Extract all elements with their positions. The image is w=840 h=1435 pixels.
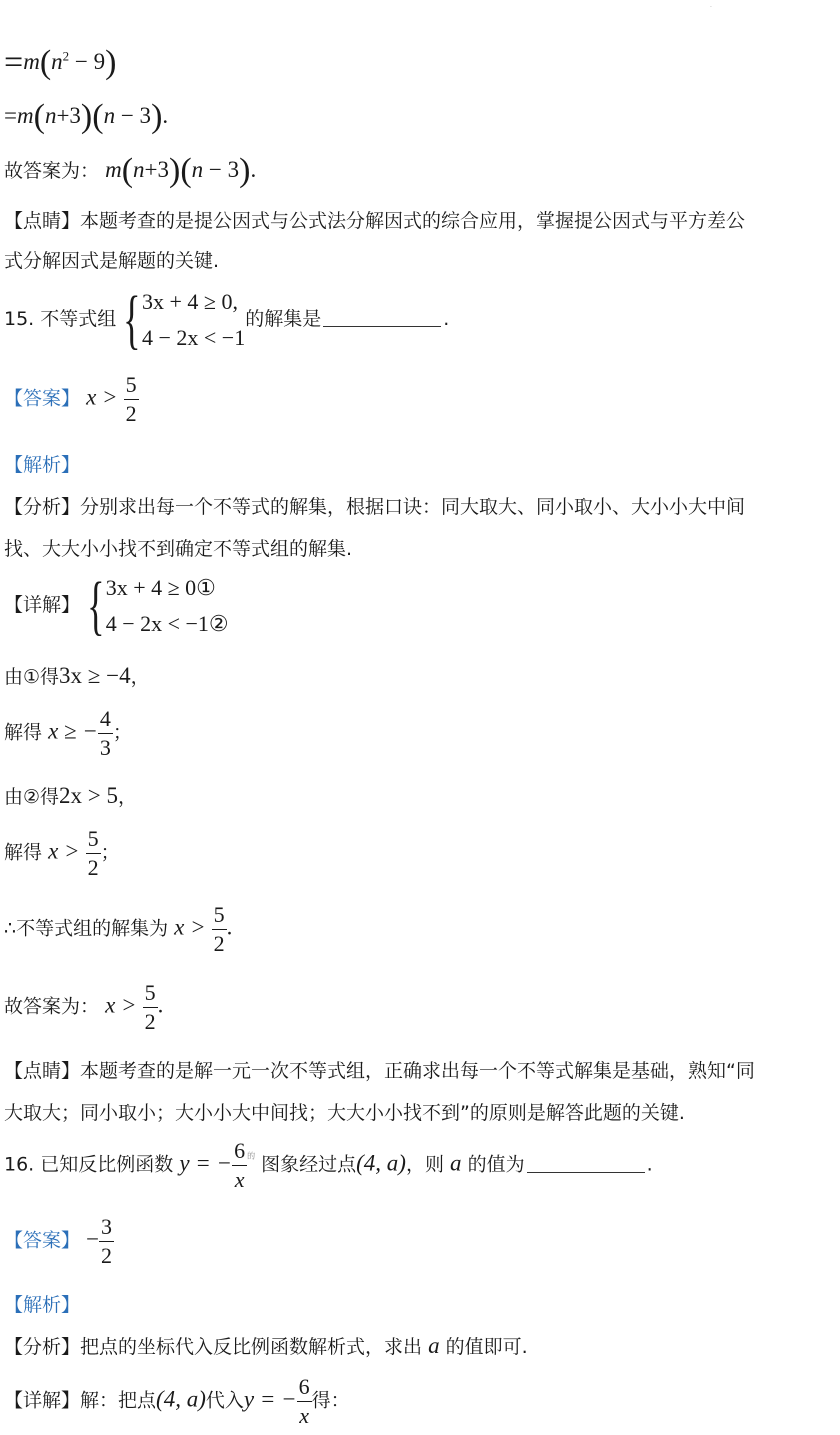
xiangjie-text: 解：把点 xyxy=(80,1389,157,1412)
inequality-1: 3x + 4 ≥ 0, xyxy=(141,289,238,314)
function-expr: y = − xyxy=(179,1150,233,1176)
dianjing-14-line1 xyxy=(4,206,745,233)
numerator: 5 xyxy=(144,980,156,1005)
answer-var: x > xyxy=(86,384,118,410)
step-s4 xyxy=(4,828,120,879)
question-16 xyxy=(4,1140,653,1191)
question-text: 已知反比例函数 xyxy=(40,1153,174,1176)
step-punct: . xyxy=(226,914,233,940)
fenxi-text: 分别求出每一个不等式的解集，根据口诀：同大取大、同小取小、大小小大中间 xyxy=(80,496,746,518)
fraction-3-2 xyxy=(99,1216,114,1267)
inequality-2: 4 − 2x < −1 xyxy=(141,325,246,350)
fraction-6-x xyxy=(232,1140,247,1191)
step-math: 2x > 5 xyxy=(59,783,119,808)
step-math: x ≥ − xyxy=(48,718,98,744)
fenxi-text: 把点的坐标代入反比例函数解析式，求出 xyxy=(80,1336,423,1358)
variable-a: a xyxy=(450,1150,462,1176)
numerator: 5 xyxy=(87,826,99,851)
xiangjie-15 xyxy=(4,570,229,642)
question-number: 15. xyxy=(4,308,35,330)
step-s5 xyxy=(4,904,232,955)
numerator: 4 xyxy=(99,706,111,731)
step-math: 3x ≥ −4 xyxy=(59,663,131,688)
fenxi-tag: 【分析】 xyxy=(4,1336,81,1358)
inequality-2: 4 − 2x < −1② xyxy=(105,611,229,636)
step-label: 解得 xyxy=(4,841,43,864)
fraction-5-2 xyxy=(143,982,158,1033)
step-punct: ， xyxy=(130,666,150,688)
answer-label: 故答案为： xyxy=(4,160,100,182)
tiny-glyph: 的 xyxy=(247,1151,256,1161)
question-15 xyxy=(4,284,449,356)
question-text-post: 的值为 xyxy=(467,1153,525,1176)
answer-tag: 【答案】 xyxy=(4,387,81,410)
jiexi-tag-15: 【解析】 xyxy=(4,454,81,476)
dianjing-text: 本题考查的是提公因式与公式法分解因式的综合应用，掌握提公因式与平方差公 xyxy=(80,210,746,232)
scan-dot: · xyxy=(710,4,712,11)
step-punct: ； xyxy=(112,721,132,744)
function-expr: y = − xyxy=(243,1386,297,1412)
step-math: x > xyxy=(48,838,80,864)
numerator: 6 xyxy=(298,1374,310,1399)
fenxi-16 xyxy=(4,1332,528,1359)
dianjing-15-line2 xyxy=(4,1098,685,1125)
answer-blank xyxy=(323,326,441,327)
fraction-5-2 xyxy=(86,828,101,879)
denominator: 2 xyxy=(213,931,225,956)
step-label: 故答案为： xyxy=(4,995,100,1018)
answer-16 xyxy=(4,1216,114,1267)
denominator: x xyxy=(232,1165,247,1191)
step-s3 xyxy=(4,782,137,809)
dianjing-15-line1 xyxy=(4,1056,755,1083)
answer-15 xyxy=(4,374,139,425)
denominator: 3 xyxy=(99,735,111,760)
dianjing-text: 本题考查的是解一元一次不等式组，正确求出每一个不等式解集是基础，熟知“同 xyxy=(80,1060,755,1082)
question-text: 不等式组 xyxy=(40,308,117,330)
step-line-2: =m(n+3)(n − 3). xyxy=(4,98,169,135)
step-label: 解得 xyxy=(4,721,43,744)
step-line-1: $=m(n^2 - 9)$ xyxy=(4,44,117,81)
inequality-1: 3x + 4 ≥ 0① xyxy=(105,575,216,600)
question-end: . xyxy=(443,308,450,330)
dianjing-tag: 【点睛】 xyxy=(4,210,81,232)
numerator: 3 xyxy=(101,1214,113,1239)
jiexi-tag-16: 【解析】 xyxy=(4,1294,81,1316)
fraction-5-2 xyxy=(212,904,227,955)
fenxi-15-line1 xyxy=(4,492,745,519)
variable-a: a xyxy=(428,1333,440,1358)
answer-line-14: 故答案为： m(n+3)(n − 3). xyxy=(4,152,257,189)
fraction-5-2 xyxy=(124,374,139,425)
question-end: . xyxy=(646,1153,653,1176)
step-s1 xyxy=(4,662,150,689)
xiangjie-text-mid: 代入 xyxy=(205,1389,244,1412)
fenxi-text-post: 的值即可. xyxy=(445,1336,528,1358)
numerator: 5 xyxy=(213,902,225,927)
fenxi-text-2: 找、大大小小找不到确定不等式组的解集. xyxy=(4,538,353,560)
dianjing-14-line2 xyxy=(4,246,219,273)
dianjing-tag: 【点睛】 xyxy=(4,1060,81,1082)
denominator: 2 xyxy=(87,855,99,880)
numerator: 6 xyxy=(234,1138,246,1163)
question-text-mid: 图象经过点 xyxy=(261,1153,357,1176)
denominator: 2 xyxy=(101,1243,113,1268)
step-label: 由②得 xyxy=(4,786,60,808)
fenxi-tag: 【分析】 xyxy=(4,496,81,518)
fenxi-15-line2 xyxy=(4,534,352,561)
numerator: 5 xyxy=(125,372,137,397)
step-label: ∴不等式组的解集为 xyxy=(4,917,169,940)
question-text-post: 的解集是 xyxy=(245,308,322,330)
denominator: 2 xyxy=(144,1009,156,1034)
dianjing-text-2: 式分解因式是解题的关键. xyxy=(4,250,220,272)
step-s2 xyxy=(4,708,132,759)
step-punct: ； xyxy=(100,841,120,864)
system-brace: { xyxy=(123,283,141,356)
xiangjie-text-post: 得： xyxy=(311,1389,350,1412)
inequality-system xyxy=(142,284,245,356)
question-text-mid2: ，则 xyxy=(405,1153,444,1176)
answer-blank xyxy=(527,1172,645,1173)
step-s6 xyxy=(4,982,163,1033)
point-expr: (4, a) xyxy=(156,1386,206,1412)
step-math: x > xyxy=(174,914,206,940)
step-math: x > xyxy=(105,992,137,1018)
step-punct: . xyxy=(157,992,164,1018)
step-punct: ， xyxy=(118,786,138,808)
denominator: x xyxy=(297,1401,312,1427)
denominator: 2 xyxy=(125,401,137,426)
xiangjie-tag: 【详解】 xyxy=(4,594,81,616)
question-number: 16. xyxy=(4,1153,35,1176)
fraction-4-3 xyxy=(98,708,113,759)
xiangjie-tag: 【详解】 xyxy=(4,1389,81,1412)
answer-tag: 【答案】 xyxy=(4,1229,81,1252)
fraction-6-x xyxy=(297,1376,312,1427)
system-brace: { xyxy=(87,569,105,642)
answer-sign: − xyxy=(86,1226,100,1252)
inequality-system-detail xyxy=(106,570,229,642)
xiangjie-16 xyxy=(4,1376,350,1427)
point-expr: (4, a) xyxy=(356,1150,406,1176)
dianjing-text-2: 大取大；同小取小；大小小大中间找；大大小小找不到”的原则是解答此题的关键. xyxy=(4,1102,685,1124)
step-label: 由①得 xyxy=(4,666,60,688)
